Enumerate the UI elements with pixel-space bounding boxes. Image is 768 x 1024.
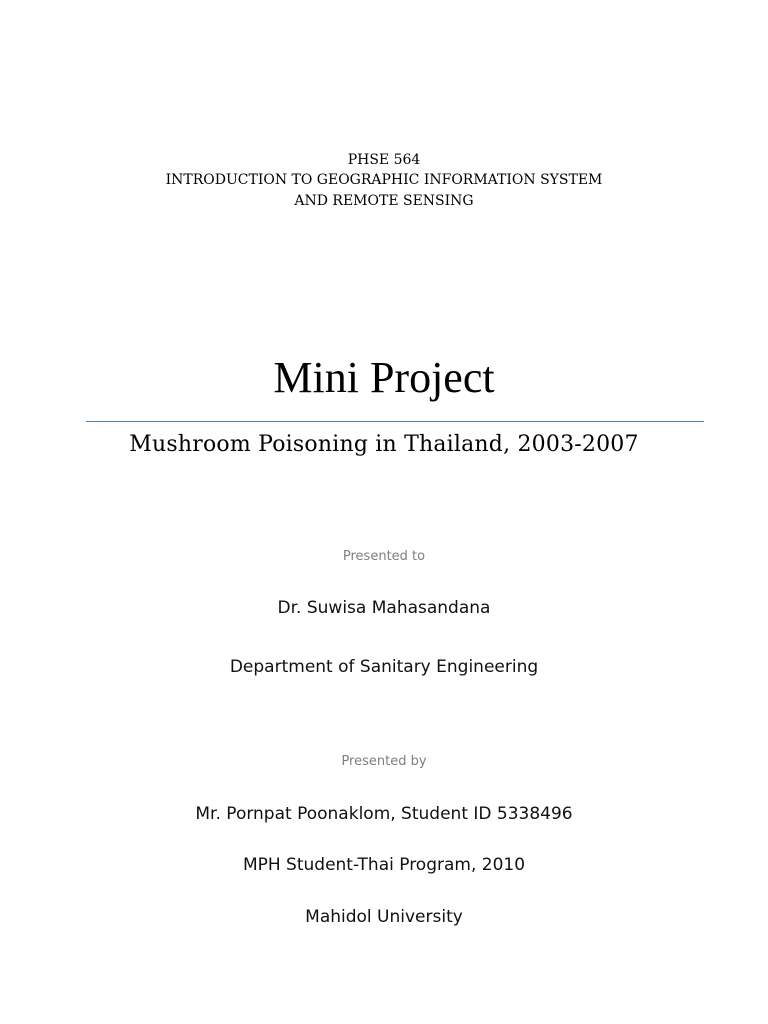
presented-by-label: Presented by [341, 754, 427, 769]
presenter-program: MPH Student-Thai Program, 2010 [242, 855, 526, 875]
title-divider [86, 421, 704, 422]
document-title: Mini Project [273, 353, 495, 402]
course-title-line-2: AND REMOTE SENSING [294, 193, 474, 209]
presenter-name: Mr. Pornpat Poonaklom, Student ID 5338496 [195, 804, 573, 824]
presented-to-label: Presented to [342, 549, 426, 564]
course-title-line-1: INTRODUCTION TO GEOGRAPHIC INFORMATION SYSTEM [165, 172, 603, 188]
recipient-department: Department of Sanitary Engineering [229, 657, 539, 677]
course-code: PHSE 564 [347, 152, 421, 168]
document-subtitle: Mushroom Poisoning in Thailand, 2003-2007 [129, 432, 639, 457]
recipient-name: Dr. Suwisa Mahasandana [277, 598, 491, 618]
presenter-university: Mahidol University [305, 907, 463, 927]
